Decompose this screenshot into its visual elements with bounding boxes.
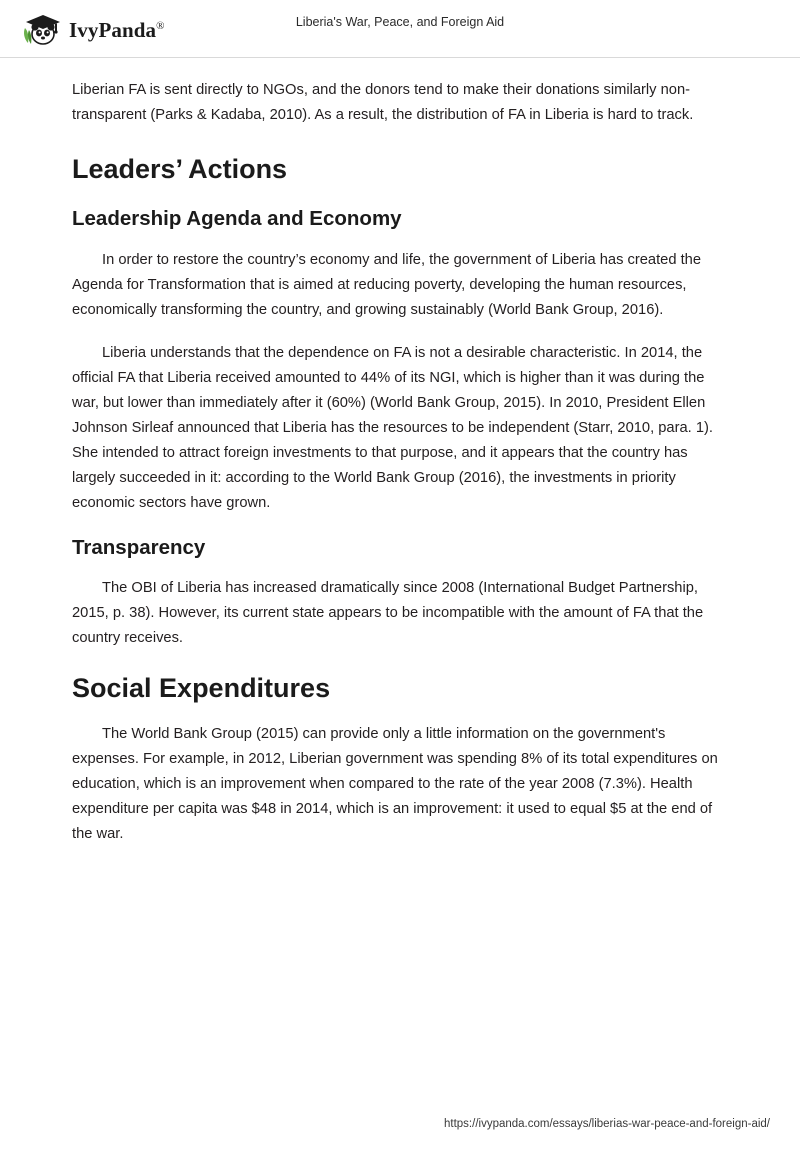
- paragraph-intro: Liberian FA is sent directly to NGOs, and the donors tend to make their donations similarly non-transparent (Parks & Kadaba, 2010). As a result, the distribution of FA in Liberia is hard to track.: [72, 82, 694, 123]
- paragraph-social-expenditures: The World Bank Group (2015) can provide only a little information on the government's expenses. For example, in 2012, Liberian government was spending 8% of its total expenditures on education, which is an improvement when compared to the rate of the year 2008 (7.3%). Health expenditure per capita was $48 in 2014, which is an improvement: it used to equal $5 at the end of the war.: [72, 726, 718, 843]
- document-title: Liberia's War, Peace, and Foreign Aid: [295, 15, 505, 29]
- heading-social-expenditures: Social Expenditures: [72, 673, 331, 704]
- document-content: [0, 58, 800, 847]
- brand-name: IvyPanda®: [69, 17, 165, 42]
- paragraph-transparency: The OBI of Liberia has increased dramatically since 2008 (International Budget Partnership, 2015, p. 38). However, its current state appears to be incompatible with the amount of FA that the country receives.: [72, 580, 704, 647]
- paragraph-dependence: Liberia understands that the dependence on FA is not a desirable characteristic. In 2014, the official FA that Liberia received amounted to 44% of its NGI, which is higher than it was during the war, but lower than immediately after it (60%) (World Bank Group, 2015). In 2010, President Ellen Johnson Sirleaf announced that Liberia has the resources to be independent (Starr, 2010, para. 1). She intended to attract foreign investments to that purpose, and it appears that the country has largely succeeded in it: according to the World Bank Group (2016), the investments in priority economic sectors have grown.: [72, 344, 713, 511]
- paragraph-agenda: In order to restore the country’s economy and life, the government of Liberia has created the Agenda for Transformation that is aimed at reducing poverty, developing the human resources, economically transforming the country, and growing sustainably (World Bank Group, 2016).: [72, 251, 701, 318]
- heading-transparency: Transparency: [72, 535, 206, 559]
- heading-leaders-actions: Leaders’ Actions: [72, 154, 288, 184]
- page-header: [0, 0, 800, 58]
- registered-mark: ®: [156, 19, 165, 32]
- page-footer: [0, 1114, 800, 1132]
- heading-leadership-agenda: Leadership Agenda and Economy: [72, 207, 402, 231]
- source-url-link[interactable]: https://ivypanda.com/essays/liberias-war-peace-and-foreign-aid/: [444, 1118, 770, 1130]
